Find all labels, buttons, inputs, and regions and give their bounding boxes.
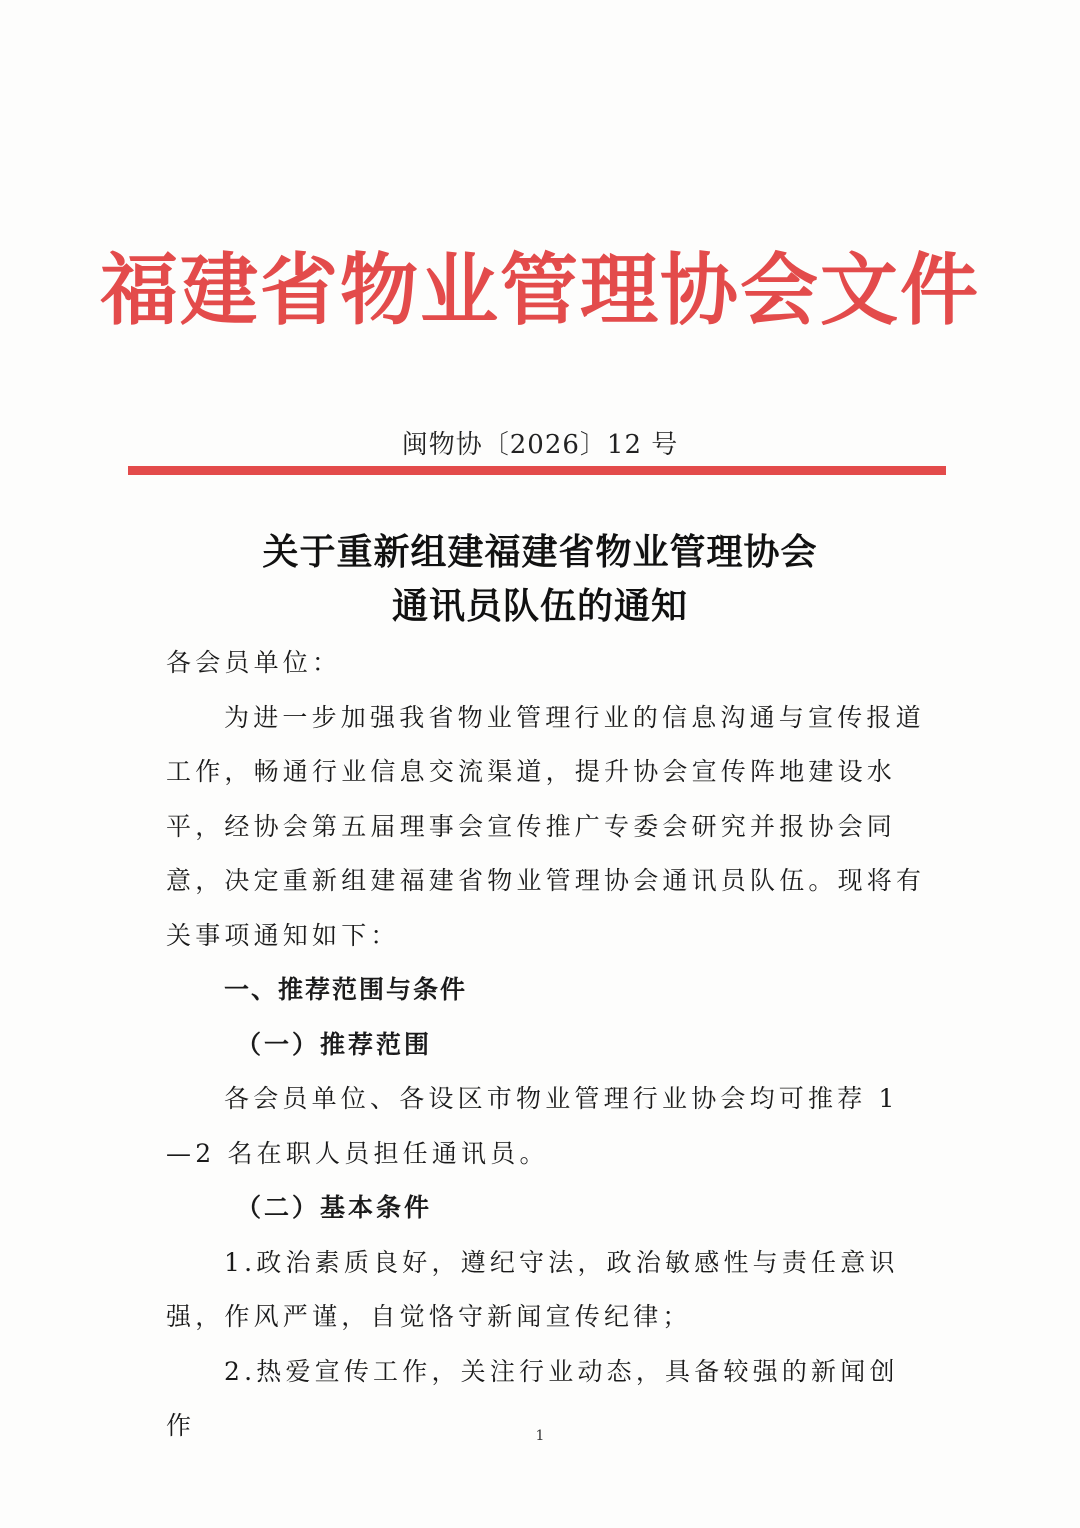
notice-title-line-2: 通讯员队伍的通知 [391,586,688,627]
condition-item-2: 2.热爱宣传工作，关注行业动态，具备较强的新闻创作 [166,1356,899,1440]
notice-title [0,526,1080,634]
document-body [166,636,926,1454]
red-divider-rule [128,466,946,475]
page-number: 1 [535,1428,545,1444]
intro-paragraph: 为进一步加强我省物业管理行业的信息沟通与宣传报道工作，畅通行业信息交流渠道，提升协会宣传阵地建设水平，经协会第五届理事会宣传推广专委会研究并报协会同意，决定重新组建福建省物业管理协会通讯员队伍。现将有关事项通知如下： [166,702,926,950]
section-1-heading: 一、推荐范围与条件 [224,975,468,1004]
subsection-1-text: 各会员单位、各设区市物业管理行业协会均可推荐 1—2 名在职人员担任通讯员。 [166,1084,899,1168]
notice-title-line-1: 关于重新组建福建省物业管理协会 [262,532,818,573]
subsection-1-heading: （一）推荐范围 [236,1029,433,1059]
masthead-title: 福建省物业管理协会文件 [99,245,980,336]
subsection-2-heading: （二）基本条件 [236,1193,433,1222]
condition-item-1: 1.政治素质良好，遵纪守法，政治敏感性与责任意识强，作风严谨，自觉恪守新闻宣传纪律； [166,1247,899,1331]
document-number: 闽物协〔2026〕12 号 [401,430,679,460]
salutation: 各会员单位： [166,648,342,677]
